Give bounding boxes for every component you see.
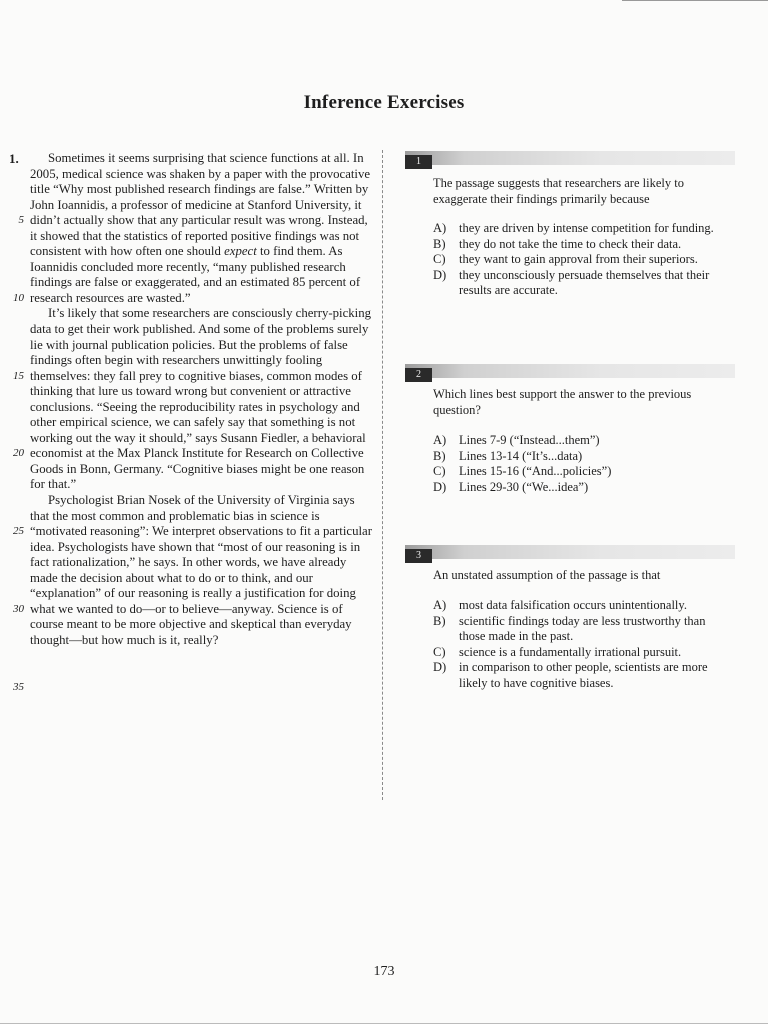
option-letter: C): [433, 644, 446, 659]
question-2-option-c: [433, 464, 733, 480]
page-title: Inference Exercises: [303, 92, 465, 113]
passage: [30, 151, 375, 649]
option-text: they do not take the time to check their data.: [459, 236, 682, 251]
option-letter: C): [433, 464, 446, 478]
option-letter: A): [433, 433, 447, 447]
option-text: they want to gain approval from their superiors.: [459, 252, 698, 266]
passage-p1-a: Sometimes it seems surprising that science functions at all. In 2005, medical science was shaken by a paper with the provocative title “Why most published research findings are false.” Written by John Ioannidis, a professor of medicine at Stanford University, it didn’t actually show that any particular result was wrong. Instead, it showed that the statistics of reported positive findings was not consistent with how often one should: [30, 151, 371, 259]
option-letter: A): [433, 598, 447, 612]
question-3-option-b: [433, 614, 733, 645]
line-number: 5: [18, 214, 24, 227]
option-letter: D): [433, 660, 447, 674]
option-letter: A): [433, 221, 447, 235]
question-1-header-bar: [405, 151, 735, 165]
top-rule: [622, 0, 768, 1]
option-letter: D): [433, 479, 447, 494]
option-letter: D): [433, 267, 447, 282]
option-text: most data falsification occurs unintentionally.: [459, 598, 687, 612]
option-text: Lines 15-16 (“And...policies”): [459, 464, 612, 478]
question-2-prompt: Which lines best support the answer to the previous question?: [433, 387, 692, 417]
question-3-option-c: [433, 645, 733, 661]
option-letter: B): [433, 236, 446, 251]
question-1-option-b: [433, 237, 733, 253]
question-1-prompt: The passage suggests that researchers are likely to exaggerate their findings primarily because: [433, 176, 684, 206]
option-text: scientific findings today are less trustworthy than those made in the past.: [459, 613, 706, 643]
question-2-option-a: [433, 433, 733, 449]
question-3-options: [433, 598, 733, 691]
question-1-option-d: [433, 268, 733, 299]
line-number: 25: [13, 525, 24, 538]
option-letter: B): [433, 613, 446, 628]
question-2-header-bar: [405, 364, 735, 378]
option-text: Lines 7-9 (“Instead...them”): [459, 433, 600, 447]
question-2-options: [433, 433, 733, 495]
column-divider: [382, 150, 383, 800]
option-letter: B): [433, 448, 446, 463]
option-text: in comparison to other people, scientists are more likely to have cognitive biases.: [459, 660, 708, 690]
line-number: 20: [13, 447, 24, 460]
question-1-number: 1: [405, 155, 432, 169]
question-3-number: 3: [405, 549, 432, 563]
line-number: 35: [13, 680, 24, 693]
question-1-options: [433, 221, 733, 299]
line-number: 30: [13, 602, 24, 615]
passage-p1-emphasis: expect: [224, 244, 257, 259]
line-number: 10: [13, 291, 24, 304]
question-3-header-bar: [405, 545, 735, 559]
passage-paragraph-1: [30, 151, 375, 306]
passage-paragraph-3: Psychologist Brian Nosek of the University of Virginia says that the most common and problematic bias in science is “motivated reasoning”: We interpret observations to fit a particular idea. Psychologists have shown that “most of our reasoning is in fact rationalization,” he says. In other words, we have already made the decision about what to do or to think, and our “explanation” of our reasoning is really a justification for doing what we wanted to do—or to believe—anyway. Science is of course meant to be more objective and skeptical than everyday thought—but how much is it, really?: [30, 493, 372, 647]
question-2-option-d: [433, 480, 733, 496]
option-text: they are driven by intense competition for funding.: [459, 221, 714, 235]
question-2-number: 2: [405, 368, 432, 382]
question-2-option-b: [433, 449, 733, 465]
question-1-option-c: [433, 252, 733, 268]
question-3-prompt: An unstated assumption of the passage is that: [433, 568, 661, 582]
item-number: 1.: [9, 151, 19, 166]
option-text: Lines 29-30 (“We...idea”): [459, 479, 589, 494]
option-text: science is a fundamentally irrational pursuit.: [459, 644, 682, 659]
option-text: they unconsciously persuade themselves that their results are accurate.: [459, 267, 710, 297]
page-number: 173: [373, 964, 395, 979]
passage-p1-b: to find them. As Ioannidis concluded more recently, “many published research findings are false or exaggerated, and an estimated 85 percent of research resources are wasted.”: [30, 244, 361, 305]
question-1-option-a: [433, 221, 733, 237]
question-3-option-d: [433, 660, 733, 691]
line-number: 15: [13, 369, 24, 382]
question-3-option-a: [433, 598, 733, 614]
option-text: Lines 13-14 (“It’s...data): [459, 448, 583, 463]
passage-paragraph-2: It’s likely that some researchers are consciously cherry-picking data to get their work published. And some of the problems surely lie with journal publication policies. But the problems of false findings often begin with researchers unwittingly fooling themselves: they fall prey to cognitive biases, common modes of thinking that lure us toward wrong but convenient or attractive conclusions. “Seeing the reproducibility rates in psychology and other empirical science, we can safely say that something is not working out the way it should,” says Susann Fiedler, a behavioral economist at the Max Planck Institute for Research on Collective Goods in Bonn, Germany. “Cognitive biases might be one reason for that.”: [30, 306, 372, 492]
option-letter: C): [433, 252, 446, 266]
